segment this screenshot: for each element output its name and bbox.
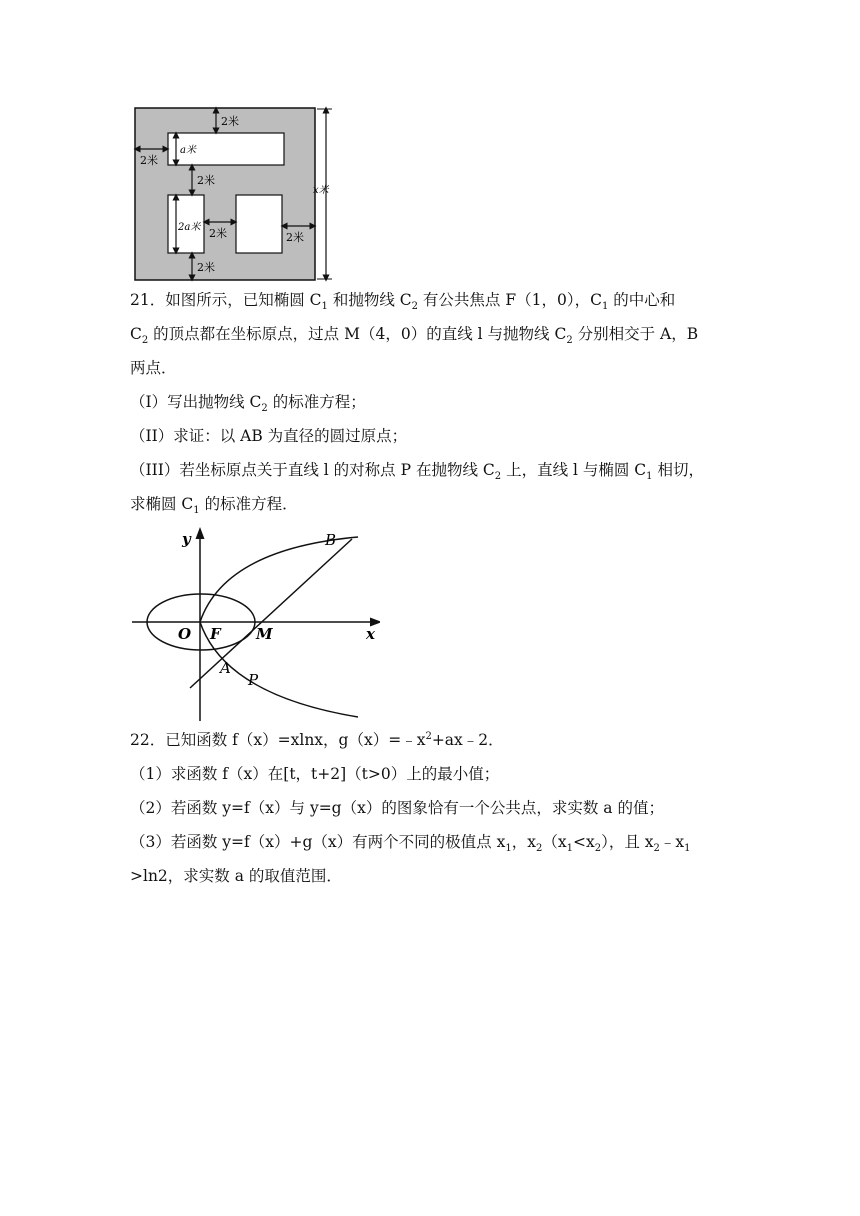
q22-part3-text: >ln2，求实数 a 的取值范围． [130, 867, 342, 885]
label-x-total: x米 [313, 185, 329, 196]
q21-stem [130, 283, 732, 385]
q21-part1-text: 的标准方程； [267, 393, 366, 411]
q22-sub: 1 [684, 843, 691, 855]
label-O: O [178, 625, 192, 643]
figure-rect-layout [132, 106, 344, 284]
q21-text: C [130, 325, 142, 343]
q22-part3-text: ，x [511, 833, 536, 851]
q21-sub: 2 [566, 335, 573, 347]
q21-sub: 2 [411, 301, 418, 313]
q21-sub: 2 [261, 403, 268, 415]
label-B: B [325, 531, 337, 549]
q21-part3-text: 上，直线 l 与椭圆 C [501, 461, 647, 479]
q22-sub: 1 [505, 843, 512, 855]
q21-part3-text: 的标准方程． [199, 495, 298, 513]
q21-sub: 2 [494, 471, 502, 483]
q21-part2: （II）求证：以 AB 为直径的圆过原点； [130, 427, 408, 445]
label-inner-gap: 2米 [209, 227, 227, 240]
q21-sub: 1 [601, 301, 609, 313]
label-left-gap: 2米 [140, 154, 158, 167]
q22-sub: 2 [594, 843, 602, 855]
q22-part1: （1）求函数 f（x）在[t，t+2]（t>0）上的最小值； [130, 765, 500, 783]
q22-part3-text: （x [542, 833, 567, 851]
q22-part3-text: <x [572, 833, 595, 851]
q22-sup: 2 [425, 730, 432, 742]
q21-text: 的顶点都在坐标原点，过点 M（4，0）的直线 l 与抛物线 C [148, 325, 567, 343]
label-x: x [366, 625, 375, 643]
label-bottom-gap: 2米 [197, 261, 215, 274]
q22-sub: 2 [535, 843, 543, 855]
q22-stem [130, 723, 732, 757]
label-mid-gap: 2米 [197, 174, 215, 187]
q22-part2: （2）若函数 y=f（x）与 y=g（x）的图象恰有一个公共点，求实数 a 的值； [130, 799, 664, 817]
label-top-gap: 2米 [221, 115, 239, 128]
q21-part1 [130, 385, 732, 419]
q21-text: 和抛物线 C [327, 291, 412, 309]
q21-sub: 1 [646, 471, 653, 483]
q22-text: 22．已知函数 f（x）=xlnx，g（x）=﹣x [130, 731, 426, 749]
q22-part3-text: ﹣x [659, 833, 685, 851]
q22-part3-text: （3）若函数 y=f（x）+g（x）有两个不同的极值点 x [130, 833, 506, 851]
q21-text: 分别相交于 A，B [572, 325, 699, 343]
q22-text: +ax﹣2． [431, 731, 504, 749]
q21-part1-text: （I）写出抛物线 C [130, 393, 262, 411]
label-right-gap: 2米 [286, 231, 304, 244]
q21-part3-text: 求椭圆 C [130, 495, 194, 513]
label-a-height: a米 [180, 145, 196, 156]
q21-sub: 2 [141, 335, 149, 347]
q21-text: 两点． [130, 359, 177, 377]
q21-sub: 1 [321, 301, 328, 313]
label-M: M [256, 625, 273, 643]
label-y: y [182, 530, 191, 548]
label-2a-height: 2a米 [178, 222, 201, 233]
q21-part3 [130, 453, 732, 521]
q22-sub: 2 [653, 843, 660, 855]
label-A: A [220, 659, 231, 677]
q21-part3-text: （III）若坐标原点关于直线 l 的对称点 P 在抛物线 C [130, 461, 495, 479]
q21-text: 有公共焦点 F（1，0），C [417, 291, 602, 309]
q21-part3-text: 相切， [652, 461, 704, 479]
q21-line1-pre: 21．如图所示，已知椭圆 C [130, 291, 322, 309]
label-P: P [248, 671, 259, 689]
label-F: F [210, 625, 221, 643]
figure-ellipse-parabola [130, 527, 380, 723]
q21-sub: 1 [193, 505, 200, 517]
q22-part3-text: ），且 x [601, 833, 654, 851]
q21-text: 的中心和 [608, 291, 676, 309]
q22-sub: 1 [566, 843, 573, 855]
q22-part3 [130, 825, 732, 893]
